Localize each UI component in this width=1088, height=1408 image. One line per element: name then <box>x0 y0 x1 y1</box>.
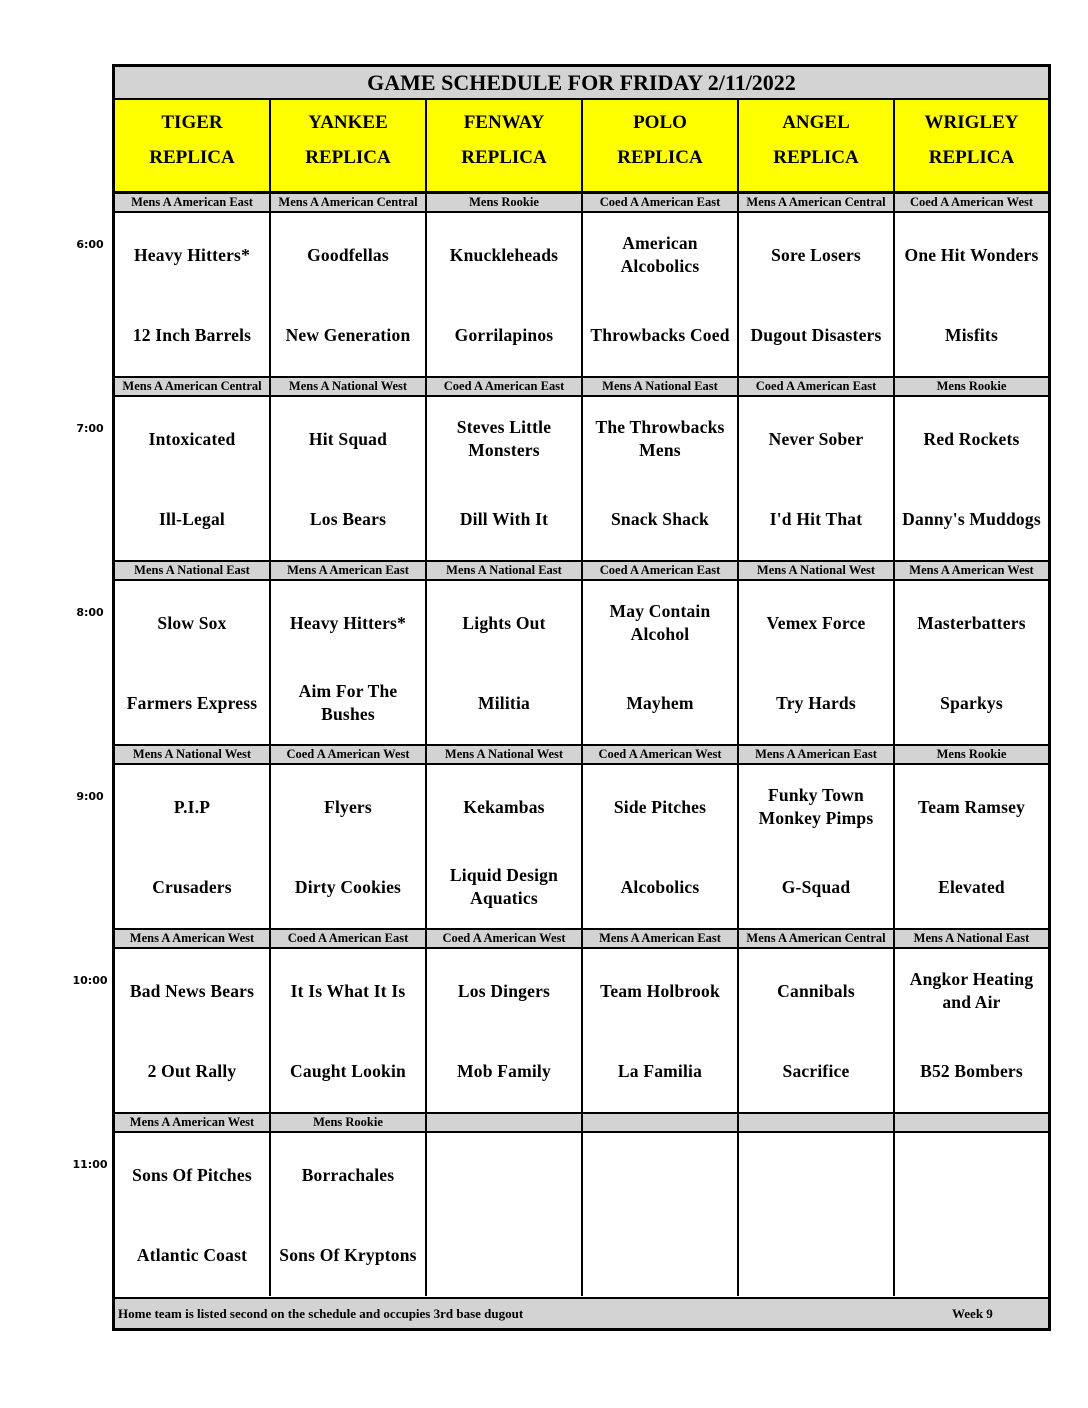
game-cell-polo <box>583 949 739 1112</box>
home-team: Dirty Cookies <box>294 876 402 897</box>
home-team: Caught Lookin <box>290 1060 406 1081</box>
schedule-sheet <box>112 64 1051 1331</box>
home-team: B52 Bombers <box>920 1060 1023 1081</box>
home-team <box>739 1225 893 1285</box>
division-label-wrigley: Mens A National East <box>895 928 1048 949</box>
field-name: YANKEE <box>308 112 388 133</box>
game-cell-wrigley <box>895 213 1048 376</box>
away-team: Red Rockets <box>923 428 1020 449</box>
field-name: TIGER <box>161 112 223 133</box>
division-label-yankee: Coed A American West <box>271 744 427 765</box>
game-cell-yankee <box>271 765 427 928</box>
division-label-tiger: Mens A American Central <box>115 376 271 397</box>
game-cell-angel <box>739 213 895 376</box>
division-label-fenway: Mens Rookie <box>427 192 583 213</box>
division-label-fenway: Mens A National East <box>427 560 583 581</box>
division-label-angel: Mens A American Central <box>739 192 895 213</box>
division-label-wrigley: Mens Rookie <box>895 744 1048 765</box>
division-label-yankee: Coed A American East <box>271 928 427 949</box>
home-team: Sparkys <box>940 692 1003 713</box>
away-team: Cannibals <box>777 980 855 1001</box>
away-team: It Is What It Is <box>290 980 406 1001</box>
field-header-tiger <box>115 100 271 193</box>
game-cell-yankee <box>271 581 427 744</box>
game-cell-fenway <box>427 765 583 928</box>
game-cell-polo <box>583 765 739 928</box>
field-header-fenway <box>427 100 583 193</box>
division-label-angel: Mens A American East <box>739 744 895 765</box>
home-team: Misfits <box>945 324 998 345</box>
away-team <box>583 1145 737 1205</box>
division-label-tiger: Mens A American West <box>115 1112 271 1133</box>
game-cell-tiger <box>115 397 271 560</box>
division-label-polo: Mens A American East <box>583 928 739 949</box>
division-label-wrigley: Mens A American West <box>895 560 1048 581</box>
home-team-note: Home team is listed second on the schedule and occupies 3rd base dugout <box>118 1306 524 1321</box>
game-cell-wrigley <box>895 765 1048 928</box>
home-team: Liquid Design Aquatics <box>449 865 559 908</box>
home-team: Snack Shack <box>610 508 709 529</box>
away-team: Bad News Bears <box>129 980 255 1001</box>
home-team: Sacrifice <box>782 1060 850 1081</box>
game-cell-fenway <box>427 1133 583 1296</box>
home-team: Militia <box>478 692 530 713</box>
away-team: Team Holbrook <box>600 980 720 1001</box>
away-team: The Throwbacks Mens <box>595 417 725 460</box>
away-team: Side Pitches <box>613 796 707 817</box>
field-name: ANGEL <box>782 112 850 133</box>
field-header-yankee <box>271 100 427 193</box>
field-sub: REPLICA <box>149 147 235 168</box>
division-label-fenway <box>427 1112 583 1133</box>
division-label-polo: Coed A American East <box>583 560 739 581</box>
game-cell-fenway <box>427 949 583 1112</box>
field-sub: REPLICA <box>617 147 703 168</box>
division-label-tiger: Mens A American West <box>115 928 271 949</box>
away-team: Sore Losers <box>771 244 861 265</box>
away-team: Los Dingers <box>457 980 551 1001</box>
away-team: Kekambas <box>463 796 545 817</box>
game-cell-yankee <box>271 949 427 1112</box>
game-cell-wrigley <box>895 397 1048 560</box>
game-cell-yankee <box>271 213 427 376</box>
away-team: Heavy Hitters* <box>289 612 407 633</box>
home-team: La Familia <box>617 1060 703 1081</box>
week-label: Week 9 <box>952 1306 993 1321</box>
home-team: Dill With It <box>459 508 549 529</box>
field-header-angel <box>739 100 895 193</box>
home-team: Throwbacks Coed <box>590 324 730 345</box>
game-cell-wrigley <box>895 949 1048 1112</box>
division-label-yankee: Mens A National West <box>271 376 427 397</box>
field-sub: REPLICA <box>461 147 547 168</box>
away-team: One Hit Wonders <box>904 244 1039 265</box>
home-team: G-Squad <box>781 876 851 897</box>
field-name: POLO <box>633 112 687 133</box>
division-label-angel <box>739 1112 895 1133</box>
home-team: Alcobolics <box>620 876 700 897</box>
home-team: 2 Out Rally <box>147 1060 237 1081</box>
away-team: Goodfellas <box>307 244 389 265</box>
away-team: American Alcobolics <box>620 233 700 276</box>
division-label-angel: Mens A American Central <box>739 928 895 949</box>
game-cell-fenway <box>427 581 583 744</box>
home-team: Ill-Legal <box>159 508 225 529</box>
home-team: Farmers Express <box>126 692 258 713</box>
game-cell-angel <box>739 949 895 1112</box>
game-cell-tiger <box>115 213 271 376</box>
division-label-yankee: Mens Rookie <box>271 1112 427 1133</box>
division-label-polo: Mens A National East <box>583 376 739 397</box>
away-team: Funky Town Monkey Pimps <box>758 785 874 828</box>
schedule-title: GAME SCHEDULE FOR FRIDAY 2/11/2022 <box>115 67 1048 100</box>
away-team: Hit Squad <box>308 428 388 449</box>
division-label-wrigley <box>895 1112 1048 1133</box>
time-label: 8:00 <box>76 606 104 619</box>
game-cell-angel <box>739 581 895 744</box>
game-cell-fenway <box>427 397 583 560</box>
game-cell-tiger <box>115 581 271 744</box>
home-team: Danny's Muddogs <box>902 508 1041 529</box>
away-team <box>427 1145 581 1205</box>
home-team: Mob Family <box>457 1060 551 1081</box>
home-team <box>583 1225 737 1285</box>
division-label-tiger: Mens A National East <box>115 560 271 581</box>
home-team: Try Hards <box>776 692 856 713</box>
division-label-wrigley: Coed A American West <box>895 192 1048 213</box>
game-cell-fenway <box>427 213 583 376</box>
field-name: WRIGLEY <box>924 112 1019 133</box>
away-team: Intoxicated <box>148 428 236 449</box>
game-cell-angel <box>739 765 895 928</box>
away-team: Vemex Force <box>766 612 866 633</box>
home-team <box>427 1225 581 1285</box>
game-cell-polo <box>583 397 739 560</box>
away-team: Never Sober <box>768 428 864 449</box>
away-team: Masterbatters <box>917 612 1026 633</box>
away-team: Sons Of Pitches <box>132 1164 252 1185</box>
game-cell-polo <box>583 1133 739 1296</box>
time-label: 7:00 <box>76 422 104 435</box>
home-team: Mayhem <box>626 692 694 713</box>
division-label-tiger: Mens A National West <box>115 744 271 765</box>
division-label-wrigley: Mens Rookie <box>895 376 1048 397</box>
home-team: Atlantic Coast <box>136 1244 248 1265</box>
home-team: 12 Inch Barrels <box>132 324 252 345</box>
home-team: Gorrilapinos <box>454 324 554 345</box>
away-team: Lights Out <box>462 612 546 633</box>
away-team: Flyers <box>324 796 372 817</box>
home-team: Crusaders <box>152 876 232 897</box>
game-cell-polo <box>583 213 739 376</box>
away-team <box>895 1145 1048 1205</box>
away-team: P.I.P <box>173 796 211 817</box>
game-cell-yankee <box>271 1133 427 1296</box>
field-header-wrigley <box>895 100 1048 193</box>
field-name: FENWAY <box>463 112 545 133</box>
away-team: Borrachales <box>301 1164 395 1185</box>
division-label-tiger: Mens A American East <box>115 192 271 213</box>
game-cell-tiger <box>115 949 271 1112</box>
field-header-polo <box>583 100 739 193</box>
field-sub: REPLICA <box>305 147 391 168</box>
home-team <box>895 1225 1048 1285</box>
home-team: Sons Of Kryptons <box>279 1244 417 1265</box>
game-cell-wrigley <box>895 1133 1048 1296</box>
field-sub: REPLICA <box>773 147 859 168</box>
time-label: 11:00 <box>72 1158 108 1171</box>
division-label-angel: Mens A National West <box>739 560 895 581</box>
away-team: Steves Little Monsters <box>456 417 552 460</box>
division-label-fenway: Mens A National West <box>427 744 583 765</box>
away-team: Team Ramsey <box>917 796 1026 817</box>
division-label-polo: Coed A American West <box>583 744 739 765</box>
away-team: Slow Sox <box>157 612 227 633</box>
division-label-polo: Coed A American East <box>583 192 739 213</box>
division-label-fenway: Coed A American East <box>427 376 583 397</box>
division-label-yankee: Mens A American East <box>271 560 427 581</box>
time-label: 9:00 <box>76 790 104 803</box>
home-team: Aim For The Bushes <box>298 681 398 724</box>
home-team: I'd Hit That <box>769 508 863 529</box>
time-label: 6:00 <box>76 238 104 251</box>
home-team: Dugout Disasters <box>750 324 882 345</box>
footer <box>115 1297 1048 1328</box>
game-cell-tiger <box>115 765 271 928</box>
time-label: 10:00 <box>72 974 108 987</box>
home-team: Elevated <box>938 876 1005 897</box>
division-label-fenway: Coed A American West <box>427 928 583 949</box>
away-team: Heavy Hitters* <box>133 244 251 265</box>
game-cell-angel <box>739 397 895 560</box>
home-team: New Generation <box>285 324 411 345</box>
away-team <box>739 1145 893 1205</box>
game-cell-tiger <box>115 1133 271 1296</box>
game-cell-wrigley <box>895 581 1048 744</box>
game-cell-polo <box>583 581 739 744</box>
field-sub: REPLICA <box>928 147 1015 168</box>
division-label-angel: Coed A American East <box>739 376 895 397</box>
game-cell-yankee <box>271 397 427 560</box>
home-team: Los Bears <box>309 508 387 529</box>
division-label-yankee: Mens A American Central <box>271 192 427 213</box>
game-cell-angel <box>739 1133 895 1296</box>
away-team: May Contain Alcohol <box>609 601 711 644</box>
away-team: Angkor Heating and Air <box>909 969 1034 1012</box>
division-label-polo <box>583 1112 739 1133</box>
away-team: Knuckleheads <box>449 244 559 265</box>
